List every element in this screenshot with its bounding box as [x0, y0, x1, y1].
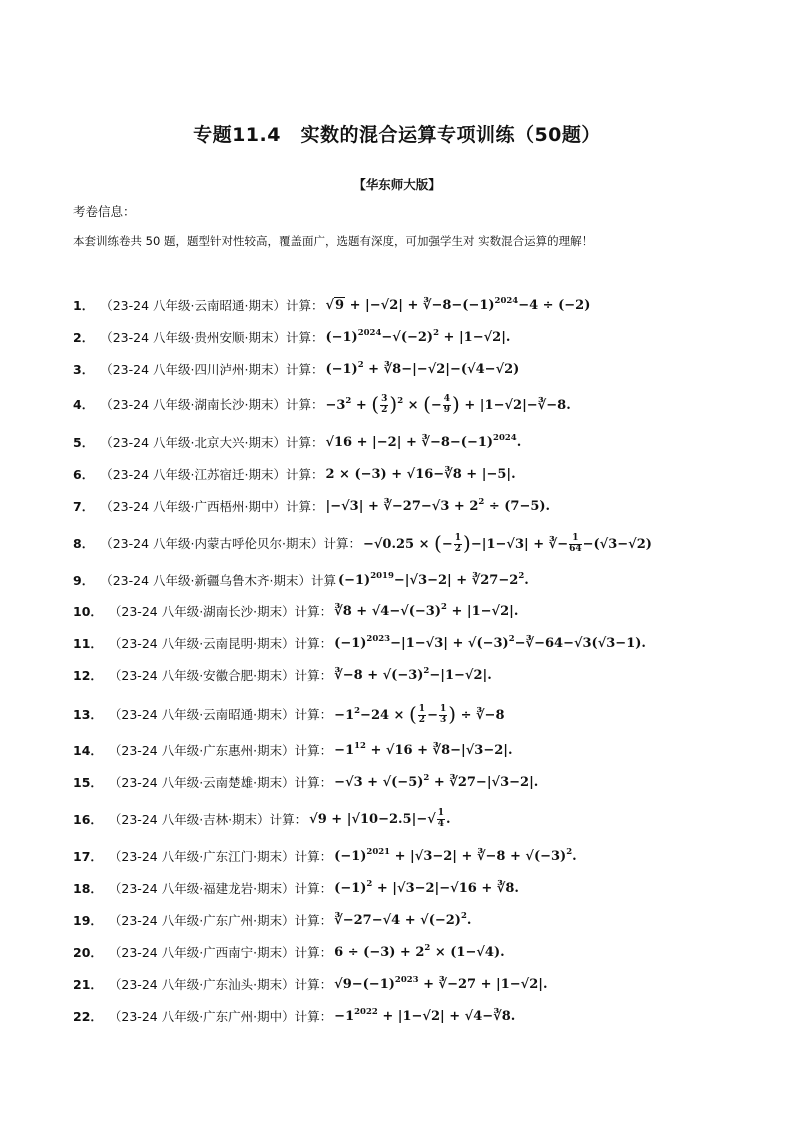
problem-prompt: 计算：	[294, 636, 333, 651]
problem-number: 13．	[73, 707, 103, 722]
exam-info-label: 考卷信息：	[73, 204, 136, 219]
problem-22	[73, 1007, 515, 1025]
problem-prompt: 计算：	[294, 775, 333, 790]
problem-prompt: 计算：	[294, 668, 333, 683]
problem-source: （23-24 八年级·广西南宁·期末）	[108, 945, 295, 960]
problem-source: （23-24 八年级·福建龙岩·期末）	[108, 881, 295, 896]
problem-1	[73, 296, 590, 314]
math-expression: −√0.25 × (− $\frac{1}{2}$ )−|1−√3| + ∛− $\frac{1}{64}$ −(√3−√2)	[362, 531, 652, 555]
edition-label: 【华东师大版】	[353, 177, 441, 192]
math-expression: |−√3| + ∛−27−√3 + $2^2 \div (7-5)$.	[325, 496, 551, 514]
math-expression: $(-1)^{2024}-√(-2)^2 + |1-√2|$.	[325, 327, 511, 345]
problem-prompt: 计算	[310, 573, 336, 588]
problem-prompt: 计算：	[294, 604, 333, 619]
problem-7	[73, 497, 550, 515]
problem-number: 20．	[73, 945, 103, 960]
problem-source: （23-24 八年级·云南昆明·期末）	[108, 636, 295, 651]
problem-14	[73, 741, 513, 759]
problem-prompt: 计算：	[294, 707, 333, 722]
problem-21	[73, 975, 548, 993]
problem-number: 19．	[73, 913, 103, 928]
problem-number: 10．	[73, 604, 103, 619]
problem-number: 7．	[73, 499, 95, 514]
intro-text: 本套训练卷共 50 题，题型针对性较高，覆盖面广，选题有深度，可加强学生对 实数混合运算的理解！	[73, 234, 594, 248]
problem-number: 15．	[73, 775, 103, 790]
problem-number: 11．	[73, 636, 103, 651]
math-expression: $-1^2-24$ × ( $\frac{1}{2}$ − $\frac{1}{3}$ ) ÷ ∛−8	[334, 702, 505, 726]
problem-source: （23-24 八年级·云南楚雄·期末）	[108, 775, 295, 790]
page-title: 专题11.4 实数的混合运算专项训练（50题）	[193, 124, 601, 146]
math-expression: $-1^{2022} + |1-√2|$ + √4−∛8.	[334, 1006, 516, 1024]
problem-number: 9．	[73, 573, 95, 588]
problem-17	[73, 847, 577, 865]
problem-prompt: 计算：	[285, 435, 324, 450]
problem-8	[73, 531, 652, 555]
problem-2	[73, 328, 510, 346]
problem-prompt: 计算：	[285, 467, 324, 482]
math-expression: $√9-(-1)^{2023}$ + ∛−27 + |1−√2|.	[334, 974, 548, 992]
problem-prompt: 计算：	[285, 499, 324, 514]
math-expression: ∛8 + $√4-√(-3)^2 + |1-√2|$.	[334, 601, 519, 619]
problem-prompt: 计算：	[269, 812, 308, 828]
problem-10	[73, 602, 518, 620]
problem-source: （23-24 八年级·广东广州·期中）	[108, 1009, 295, 1024]
problem-source: （23-24 八年级·北京大兴·期末）	[100, 435, 286, 450]
math-expression: $-3^2$ + ( $\frac{3}{2}$ )$^2$ × (− $\frac{4}{9}$ ) + |1−√2|−∛−8.	[325, 392, 571, 416]
problem-source: （23-24 八年级·广东惠州·期末）	[108, 743, 295, 758]
problem-prompt: 计算：	[285, 330, 324, 345]
problem-source: （23-24 八年级·四川泸州·期末）	[100, 362, 286, 377]
problem-prompt: 计算：	[323, 536, 361, 551]
math-expression: $6 \div (-3) + 2^2 \times (1-√4)$.	[334, 942, 505, 960]
problem-5	[73, 433, 521, 451]
problem-6	[73, 465, 516, 483]
problem-number: 8．	[73, 536, 95, 551]
math-expression: $√9 + |-√2| + ∛-8-(-1)^{2024}-4 \div (-2)$	[325, 295, 591, 313]
problem-number: 5．	[73, 435, 95, 450]
problem-18	[73, 879, 519, 897]
problem-number: 22．	[73, 1009, 103, 1024]
problem-prompt: 计算：	[294, 977, 333, 992]
problem-19	[73, 911, 471, 929]
math-expression: $(-1)^{2023}-|1-√3|$ + $√(-3)^2-∛-64-√3(√3-1)$.	[334, 633, 646, 651]
math-expression: $-1^{12} + √16$ + ∛8−|√3−2|.	[334, 740, 513, 758]
problem-20	[73, 943, 505, 961]
problem-prompt: 计算：	[294, 881, 333, 896]
problem-number: 17．	[73, 849, 103, 864]
problem-source: （23-24 八年级·江苏宿迁·期末）	[100, 467, 286, 482]
problem-13	[73, 702, 505, 726]
problem-prompt: 计算：	[294, 1009, 333, 1024]
problem-source: （23-24 八年级·湖南长沙·期末）	[100, 397, 286, 412]
problem-number: 18．	[73, 881, 103, 896]
math-expression: $(-1)^2 + |√3-2|-√16$ + ∛8.	[334, 878, 519, 896]
problem-prompt: 计算：	[285, 298, 324, 313]
problem-number: 6．	[73, 467, 95, 482]
problem-source: （23-24 八年级·云南昭通·期末）	[108, 707, 295, 722]
problem-prompt: 计算：	[294, 743, 333, 758]
math-expression: √9 + |√10−2.5|−√ $\frac{1}{4}$ .	[309, 808, 451, 829]
math-expression: $-√3 + √(-5)^2$ + ∛27−|√3−2|.	[334, 772, 539, 790]
math-expression: $(-1)^{2019}-|√3-2|$ + $∛27-2^2$.	[337, 570, 529, 588]
problem-number: 16．	[73, 812, 103, 828]
problem-number: 21．	[73, 977, 103, 992]
problem-source: （23-24 八年级·广东汕头·期末）	[108, 977, 295, 992]
problem-16	[73, 809, 451, 830]
problem-source: （23-24 八年级·内蒙古呼伦贝尔·期末）	[100, 536, 324, 551]
problem-prompt: 计算：	[285, 362, 324, 377]
problem-number: 4．	[73, 397, 95, 412]
problem-source: （23-24 八年级·湖南长沙·期末）	[108, 604, 295, 619]
math-expression: $(-1)^{2021} + |√3-2|$ + ∛−8 + $√(-3)^2$.	[334, 846, 577, 864]
problem-source: （23-24 八年级·吉林·期末）	[108, 812, 270, 828]
problem-9	[73, 571, 529, 589]
math-expression: $√16 + |-2| + ∛-8-(-1)^{2024}$.	[325, 432, 522, 450]
problem-source: （23-24 八年级·新疆乌鲁木齐·期末）	[100, 573, 311, 588]
math-expression: ∛−8 + $√(-3)^2-|1-√2|$.	[334, 665, 492, 683]
problem-11	[73, 634, 646, 652]
problem-15	[73, 773, 538, 791]
problem-number: 14．	[73, 743, 103, 758]
problem-prompt: 计算：	[294, 913, 333, 928]
math-expression: $(-1)^2$ + ∛8−|−√2|−(√4−√2)	[325, 359, 520, 377]
problem-source: （23-24 八年级·广东江门·期末）	[108, 849, 295, 864]
problem-number: 12．	[73, 668, 103, 683]
problem-number: 3．	[73, 362, 95, 377]
problem-3	[73, 360, 519, 378]
problem-source: （23-24 八年级·安徽合肥·期末）	[108, 668, 295, 683]
math-expression: ∛−27−√4 + $√(-2)^2$.	[334, 910, 472, 928]
math-expression: 2 × (−3) + √16−∛8 + |−5|.	[325, 466, 516, 482]
problem-source: （23-24 八年级·贵州安顺·期末）	[100, 330, 286, 345]
problem-source: （23-24 八年级·广西梧州·期中）	[100, 499, 286, 514]
problem-12	[73, 666, 492, 684]
problem-prompt: 计算：	[294, 945, 333, 960]
problem-prompt: 计算：	[285, 397, 324, 412]
problem-number: 2．	[73, 330, 95, 345]
problem-number: 1．	[73, 298, 95, 313]
problem-prompt: 计算：	[294, 849, 333, 864]
problem-source: （23-24 八年级·广东广州·期末）	[108, 913, 295, 928]
problem-4	[73, 392, 571, 416]
problem-source: （23-24 八年级·云南昭通·期末）	[100, 298, 286, 313]
